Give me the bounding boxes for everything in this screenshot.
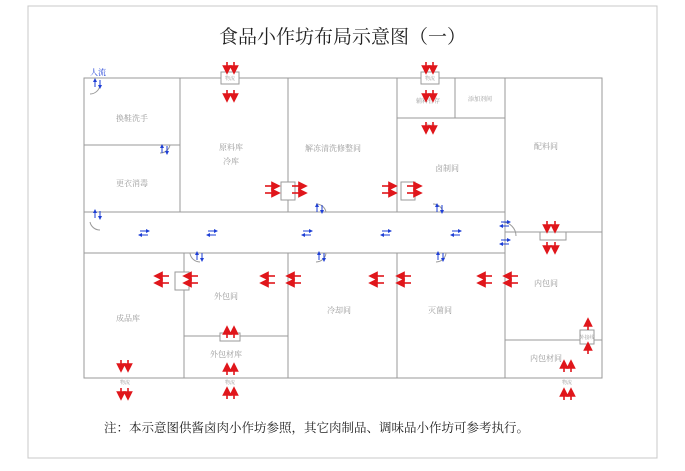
door-box (281, 182, 295, 200)
floor-walls (84, 78, 602, 378)
material-flow-arrow (564, 364, 571, 372)
material-flow-arrow (382, 186, 393, 193)
material-flow-arrow (264, 276, 275, 283)
door-arc (502, 222, 516, 236)
room-label-marinate: 卤制间 (435, 164, 459, 173)
door-arc (190, 253, 200, 262)
room-label-thaw: 解冻清洗修整间 (305, 144, 361, 153)
people-flow-arrow (382, 231, 390, 235)
material-flow-arrow (121, 360, 128, 368)
room-label-shoes: 换鞋洗手 (116, 114, 148, 123)
door-box (540, 232, 566, 240)
material-flow-arrows (121, 62, 588, 400)
door-tag: 物流 (224, 380, 236, 386)
people-flow-arrow (452, 231, 460, 235)
material-flow-arrow (227, 391, 234, 399)
material-flow-arrow (564, 392, 571, 400)
material-flow-arrow (290, 276, 301, 283)
people-flow-arrow (140, 231, 148, 235)
room-label-auxiliary: 辅料暂存 (415, 98, 441, 105)
material-flow-arrow (481, 276, 492, 283)
material-flow-arrow (227, 367, 234, 375)
material-flow-arrow (426, 90, 433, 98)
room-label-outer-material: 外包材库 (210, 350, 242, 359)
door-tag: 外接线 (579, 335, 595, 341)
room-label-ingredients: 配料间 (534, 142, 558, 151)
material-flow-arrow (547, 221, 555, 229)
room-label-cooling: 冷却间 (327, 306, 351, 315)
door-arc (90, 222, 100, 230)
room-label-raw-cold: 冷库 (223, 157, 239, 166)
room-label-inner-material: 内包材间 (530, 354, 562, 363)
room-label-raw-storage: 原料库 (219, 143, 243, 152)
people-flow-arrow (197, 253, 202, 260)
room-label-outer-pack: 外包间 (214, 292, 238, 301)
material-flow-arrow (227, 62, 234, 70)
material-flow-arrow (121, 388, 128, 396)
people-flow-arrow (303, 231, 311, 235)
building-outline (84, 78, 602, 378)
door-box (220, 333, 240, 341)
material-flow-arrow (547, 242, 555, 250)
material-flow-arrow (426, 62, 433, 70)
room-label-sterilize: 灭菌间 (428, 306, 452, 315)
door-tag: 物流 (561, 380, 573, 386)
door-tag: 物流 (424, 76, 436, 82)
room-labels (116, 95, 562, 363)
door-box (401, 182, 415, 200)
door-box (175, 272, 189, 290)
material-flow-arrow (227, 90, 234, 98)
room-label-changing: 更衣消毒 (116, 179, 148, 188)
people-flow-arrow (438, 253, 443, 260)
door-boxes (175, 72, 594, 344)
door-tags (120, 75, 595, 386)
room-label-warehouse: 成品库 (116, 314, 140, 323)
people-flow-arrow (317, 205, 322, 212)
footnote: 注：本示意图供酱卤肉小作坊参照，其它肉制品、调味品小作坊可参考执行。 (104, 420, 530, 435)
door-tag: 物流 (119, 380, 131, 386)
material-flow-arrow (373, 276, 384, 283)
room-label-additive: 添加剂间 (467, 96, 493, 103)
people-flow-label: 人流 (90, 68, 106, 77)
room-label-meat-pack: 内包间 (534, 279, 558, 288)
page-title: 食品小作坊布局示意图（一） (218, 26, 466, 48)
people-flow-arrow (95, 80, 100, 87)
door-tag: 物流 (424, 124, 436, 130)
door-tag: 物流 (224, 76, 236, 82)
material-flow-arrow (158, 276, 169, 283)
material-flow-arrow (265, 186, 276, 193)
material-flow-arrow (507, 276, 518, 283)
people-flow-arrow (208, 231, 216, 235)
material-flow-arrow (400, 276, 411, 283)
